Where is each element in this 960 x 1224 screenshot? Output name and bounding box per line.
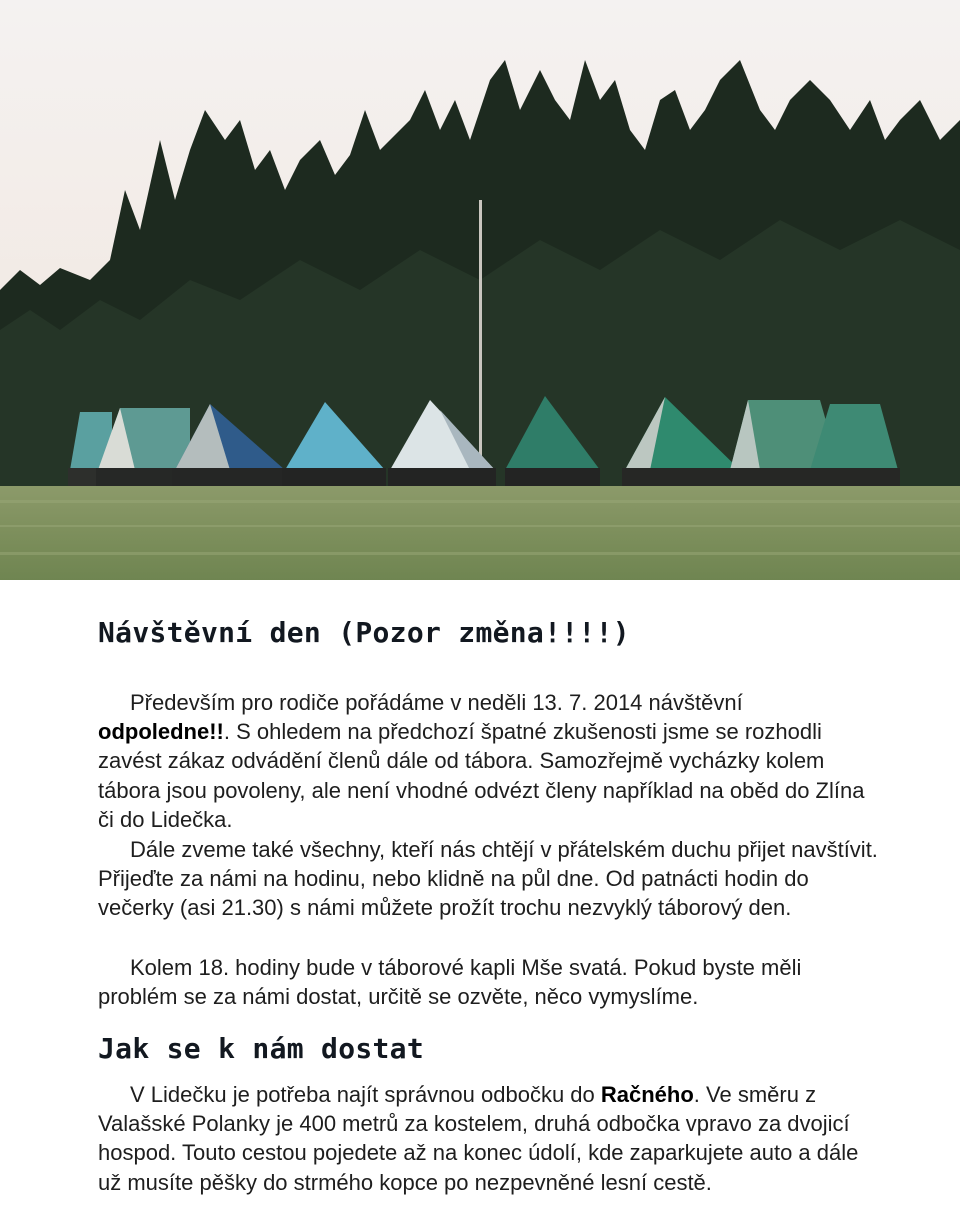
visit-day-invite-text: Dále zveme také všechny, kteří nás chtějí v přátelském duchu přijet navštívit. Přijeďte za námi na hodinu, nebo klidně na půl dne. Od patnácti hodin do večerky (asi 21.30) s námi můžete prožít trochu nezvyklý táborový den. <box>98 837 878 921</box>
visit-day-heading: Návštěvní den (Pozor změna!!!!) <box>98 616 630 649</box>
directions-text-a: V Lidečku je potřeba najít správnou odbočku do <box>130 1082 601 1107</box>
visit-day-paragraph-2 <box>98 835 878 923</box>
visit-day-text-b: . S ohledem na předchozí špatné zkušenosti jsme se rozhodli zavést zákaz odvádění členů dále od tábora. Samozřejmě vycházky kolem tábora jsou povoleny, ale není vhodné odvézt členy například na oběd do Zlína či do Lidečka. <box>98 719 865 832</box>
visit-day-mass-text: Kolem 18. hodiny bude v táborové kapli Mše svatá. Pokud byste měli problém se za námi dostat, určitě se ozvěte, něco vymyslíme. <box>98 955 802 1010</box>
directions-heading: Jak se k nám dostat <box>98 1032 424 1065</box>
visit-day-bold-afternoon: odpoledne!! <box>98 719 224 745</box>
directions-bold-racneho: Račného <box>600 1082 694 1107</box>
visit-day-text-a: Především pro rodiče pořádáme v neděli 13. 7. 2014 návštěvní <box>130 690 743 715</box>
visit-day-paragraph-3 <box>98 953 878 1011</box>
camp-photo <box>0 0 960 580</box>
flagpole <box>479 200 482 460</box>
directions-paragraph <box>98 1080 878 1197</box>
visit-day-paragraph-1 <box>98 688 878 834</box>
directions-text-b: . Ve směru z Valašské Polanky je 400 metrů za kostelem, druhá odbočka vpravo za dvojicí hospod. Touto cestou pojedete až na konec údolí, kde zaparkujete auto a dále už musíte pěšky do strmého kopce po nezpevněné lesní cestě. <box>98 1082 859 1195</box>
